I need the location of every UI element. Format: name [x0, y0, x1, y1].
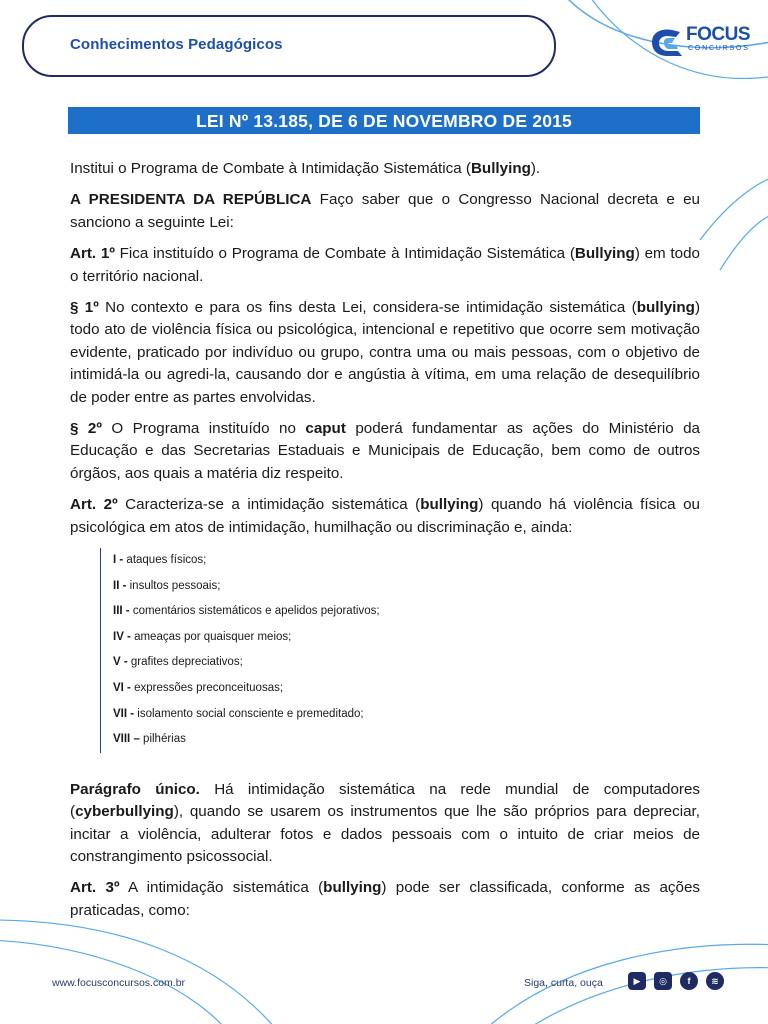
- list-item: II - insultos pessoais;: [113, 579, 221, 592]
- paragraph-sec1: § 1º No contexto e para os fins desta Lei, considera-se intimidação sistemática (bullying) todo ato de violência física ou psicológica, intencional e repetitivo que ocorre sem motivação evidente, praticado por indivíduo ou grupo, contra uma ou mais pessoas, com o objetivo de intimidá-la ou agredi-la, causando dor e angústia à vítima, em uma relação de desequilíbrio de poder entre as partes envolvidas.: [70, 299, 700, 406]
- instagram-icon[interactable]: ◎: [654, 972, 672, 990]
- list-item: I - ataques físicos;: [113, 554, 207, 567]
- list-item: III - comentários sistemáticos e apelidos pejorativos;: [113, 605, 380, 618]
- paragraph-intro: Institui o Programa de Combate à Intimidação Sistemática (Bullying).: [70, 160, 541, 177]
- paragraph-sec2: § 2º O Programa instituído no caput poderá fundamentar as ações do Ministério da Educação e das Secretarias Estaduais e Municipais de Educação, bem como de outros órgãos, aos quais a matéria diz respeito.: [70, 420, 700, 482]
- art2-items-list: [100, 548, 700, 753]
- list-item: VIII – pilhérias: [113, 733, 186, 746]
- document-body: [70, 158, 700, 931]
- youtube-icon[interactable]: ▶: [628, 972, 646, 990]
- list-item: V - grafites depreciativos;: [113, 656, 243, 669]
- paragraph-art1: Art. 1º Fica instituído o Programa de Combate à Intimidação Sistemática (Bullying) em todo o território nacional.: [70, 245, 700, 285]
- list-item: VI - expressões preconceituosas;: [113, 682, 284, 695]
- social-icons: [628, 972, 724, 990]
- header-title: Conhecimentos Pedagógicos: [70, 36, 283, 53]
- law-title-banner: LEI Nº 13.185, DE 6 DE NOVEMBRO DE 2015: [68, 107, 700, 134]
- paragraph-unique: Parágrafo único. Há intimidação sistemática na rede mundial de computadores (cyberbullying), quando se usarem os instrumentos que lhe são próprios para depreciar, incitar a violência, adulterar fotos e dados pessoais com o intuito de criar meios de constrangimento psicossocial.: [70, 780, 700, 866]
- logo-subtitle: CONCURSOS: [688, 45, 750, 52]
- facebook-icon[interactable]: f: [680, 972, 698, 990]
- footer-website-link[interactable]: www.focusconcursos.com.br: [52, 977, 186, 989]
- list-item: IV - ameaças por quaisquer meios;: [113, 630, 292, 643]
- paragraph-art2: Art. 2º Caracteriza-se a intimidação sistemática (bullying) quando há violência física ou psicológica em atos de intimidação, humilhação ou discriminação e, ainda:: [70, 496, 700, 536]
- logo-wordmark: FOCUS: [686, 24, 750, 45]
- spacer: [70, 753, 700, 779]
- spotify-icon[interactable]: ≋: [706, 972, 724, 990]
- footer-follow-text: Siga, curta, ouça: [524, 977, 603, 989]
- paragraph-enactment: A PRESIDENTA DA REPÚBLICA Faço saber que o Congresso Nacional decreta e eu sanciono a seguinte Lei:: [70, 191, 700, 231]
- paragraph-art3: Art. 3º A intimidação sistemática (bullying) pode ser classificada, conforme as ações praticadas, como:: [70, 879, 700, 919]
- list-item: VII - isolamento social consciente e premeditado;: [113, 707, 364, 720]
